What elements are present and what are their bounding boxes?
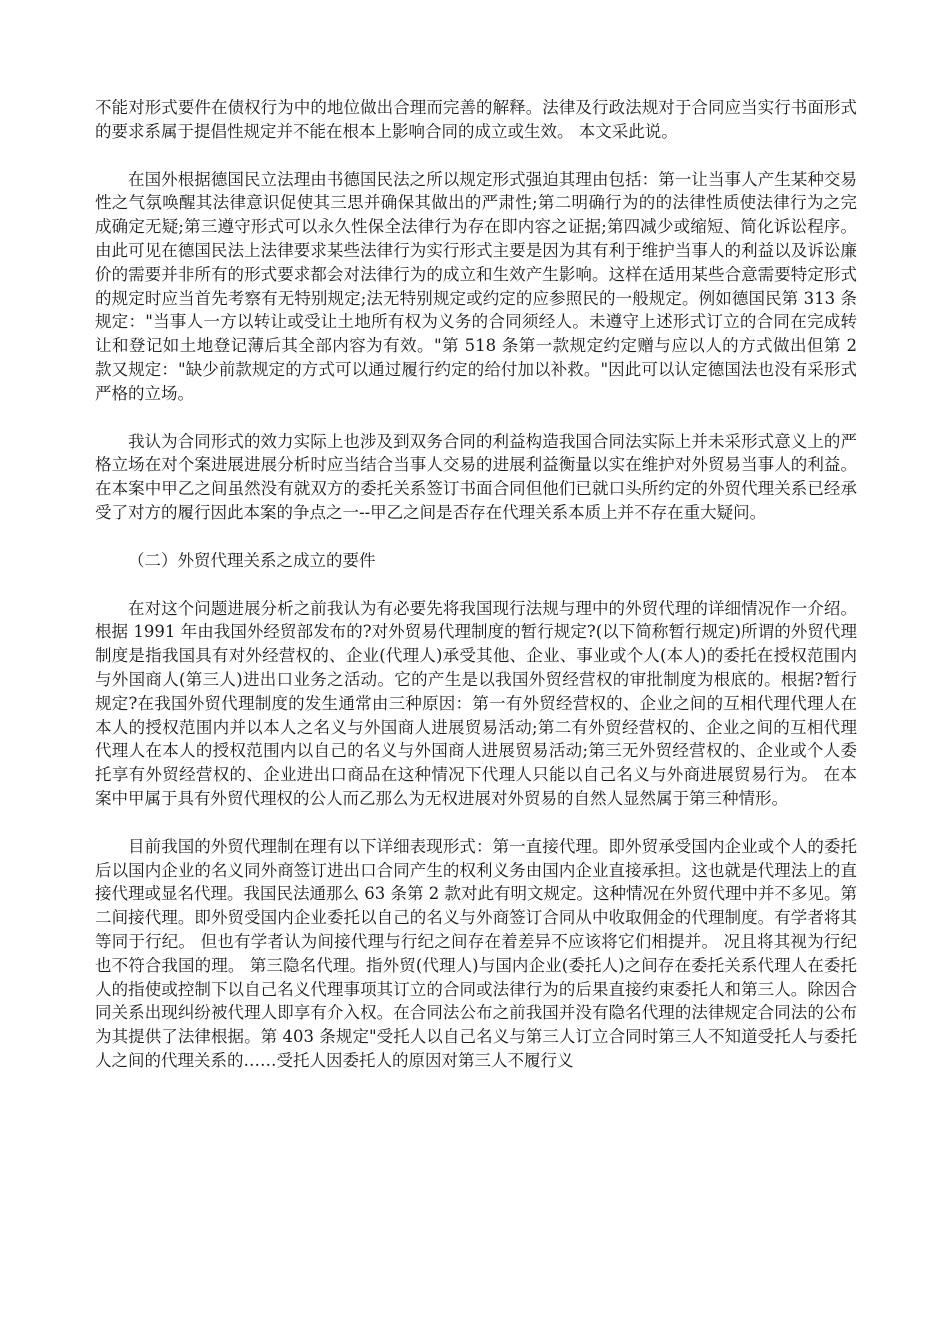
document-page (95, 96, 857, 1097)
paragraph-1: 不能对形式要件在债权行为中的地位做出合理而完善的解释。法律及行政法规对于合同应当实行书面形式的要求系属于提倡性规定并不能在根本上影响合同的成立或生效。 本文采此说。 (95, 98, 857, 141)
section-heading: （二）外贸代理关系之成立的要件 (128, 550, 376, 570)
paragraph-4: 在对这个问题进展分析之前我认为有必要先将我国现行法规与理中的外贸代理的详细情况作一介绍。根据 1991 年由我国外经贸部发布的?对外贸易代理制度的暂行规定?(以下简称暂行规定)所谓的外贸代理制度是指我国具有对外经营权的、企业(代理人)承受其他、企业、事业或个人(本人)的委托在授权范围内与外国商人(第三人)进出口业务之活动。它的产生是以我国外贸经营权的审批制度为根底的。根据?暂行规定?在我国外贸代理制度的发生通常由三种原因：第一有外贸经营权的、企业之间的互相代理代理人在本人的授权范围内并以本人之名义与外国商人进展贸易活动;第二有外贸经营权的、企业之间的互相代理代理人在本人的授权范围内以自己的名义与外国商人进展贸易活动;第三无外贸经营权的、企业或个人委托享有外贸经营权的、企业进出口商品在这种情况下代理人只能以自己名义与外商进展贸易行为。 在本案中甲属于具有外贸代理权的公人而乙那么为无权进展对外贸易的自然人显然属于第三种情形。 (95, 598, 857, 808)
paragraph-3: 我认为合同形式的效力实际上也涉及到双务合同的利益构造我国合同法实际上并未采形式意义上的严格立场在对个案进展进展分析时应当结合当事人交易的进展利益衡量以实在维护对外贸易当事人的利益。在本案中甲乙之间虽然没有就双方的委托关系签订书面合同但他们已就口头所约定的外贸代理关系已经承受了对方的履行因此本案的争点之一--甲乙之间是否存在代理关系本质上并不存在重大疑问。 (95, 431, 857, 522)
paragraph-2: 在国外根据德国民立法理由书德国民法之所以规定形式强迫其理由包括：第一让当事人产生某种交易性之气氛唤醒其法律意识促使其三思并确保其做出的严肃性;第二明确行为的的法律性质使法律行为之完成确定无疑;第三遵守形式可以永久性保全法律行为存在即内容之证据;第四减少或缩短、简化诉讼程序。 由此可见在德国民法上法律要求某些法律行为实行形式主要是因为其有利于维护当事人的利益以及诉讼廉价的需要并非所有的形式要求都会对法律行为的成立和生效产生影响。这样在适用某些合意需要特定形式的规定时应当首先考察有无特别规定;法无特别规定或约定的应参照民的一般规定。例如德国民第 313 条规定："当事人一方以转让或受让土地所有权为义务的合同须经人。未遵守上述形式订立的合同在完成转让和登记如土地登记薄后其全部内容为有效。"第 518 条第一款规定约定赠与应以人的方式做出但第 2 款又规定："缺少前款规定的方式可以通过履行约定的给付加以补救。"因此可以认定德国法也没有采形式严格的立场。 (95, 169, 857, 403)
paragraph-5: 目前我国的外贸代理制在理有以下详细表现形式：第一直接代理。即外贸承受国内企业或个人的委托后以国内企业的名义同外商签订进出口合同产生的权利义务由国内企业直接承担。这也就是代理法上的直接代理或显名代理。我国民法通那么 63 条第 2 款对此有明文规定。这种情况在外贸代理中并不多见。第二间接代理。即外贸受国内企业委托以自己的名义与外商签订合同从中收取佣金的代理制度。有学者将其等同于行纪。 但也有学者认为间接代理与行纪之间存在着差异不应该将它们相提并。 况且将其视为行纪也不符合我国的理。 第三隐名代理。指外贸(代理人)与国内企业(委托人)之间存在委托关系代理人在委托人的指使或控制下以自己名义代理事项其订立的合同或法律行为的后果直接约束委托人和第三人。除因合同关系出现纠纷被代理人即享有介入权。在合同法公布之前我国并没有隐名代理的法律规定合同法的公布为其提供了法律根据。第 403 条规定"受托人以自己名义与第三人订立合同时第三人不知道受托人与委托人之间的代理关系的……受托人因委托人的原因对第三人不履行义 (95, 836, 857, 1070)
